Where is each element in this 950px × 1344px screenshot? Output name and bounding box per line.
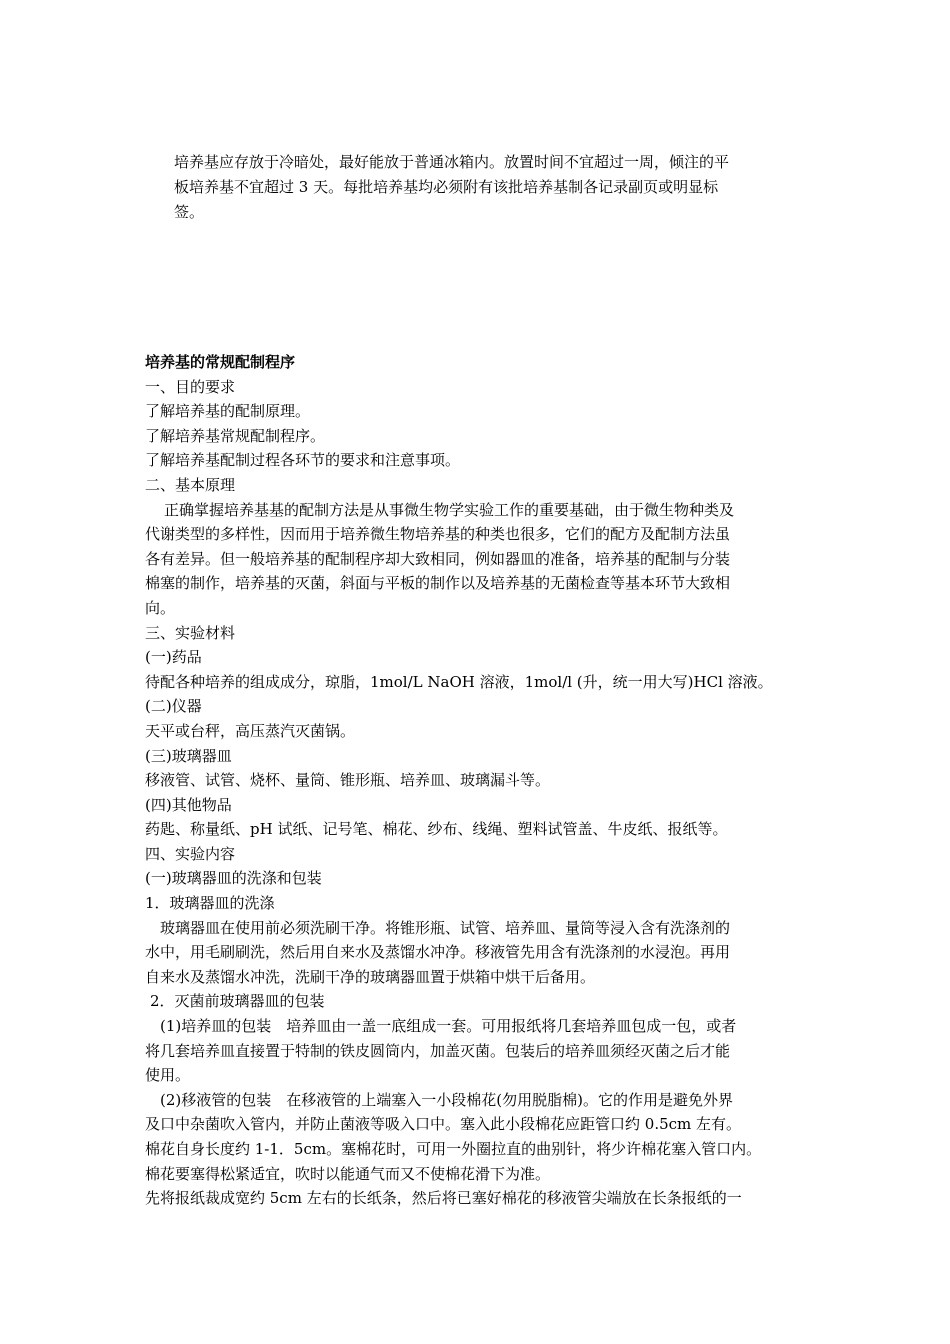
subheading-washing: 1．玻璃器皿的洗涤: [145, 894, 275, 913]
text-line: 各有差异。但一般培养基的配制程序却大致相同，例如器皿的准备，培养基的配制与分装: [145, 549, 731, 568]
text-line: 了解培养基常规配制程序。: [145, 426, 326, 445]
subheading-reagents: (一)药品: [145, 648, 202, 667]
heading-materials: 三、实验材料: [145, 623, 236, 642]
text-line: 了解培养基的配制原理。: [145, 402, 311, 421]
text-line: 棉花自身长度约 1-1．5cm。塞棉花时，可用一外圈拉直的曲别针，将少许棉花塞入管口内。: [145, 1140, 762, 1158]
text-line: 水中，用毛刷刷洗，然后用自来水及蒸馏水冲净。移液管先用含有洗涤剂的水浸泡。再用: [145, 943, 731, 962]
text-line: 棉花要塞得松紧适宜，吹时以能通气而又不使棉花滑下为准。: [145, 1164, 551, 1183]
intro-line: 签。: [174, 203, 205, 221]
intro-line: 培养基应存放于冷暗处，最好能放于普通冰箱内。放置时间不宜超过一周，倾注的平: [174, 153, 730, 171]
subheading-instruments: (二)仪器: [145, 697, 202, 716]
text-line: 正确掌握培养基基的配制方法是从事微生物学实验工作的重要基础，由于微生物种类及: [164, 500, 735, 519]
text-line: 将几套培养皿直接置于特制的铁皮圆筒内，加盖灭菌。包装后的培养皿须经灭菌之后才能: [145, 1041, 731, 1060]
text-line: 代谢类型的多样性，因而用于培养微生物培养基的种类也很多，它们的配方及配制方法虽: [145, 525, 731, 544]
subheading-washing-packing: (一)玻璃器皿的洗涤和包装: [145, 869, 322, 888]
text-line: 移液管、试管、烧杯、量筒、锥形瓶、培养皿、玻璃漏斗等。: [145, 771, 551, 790]
text-line: 药匙、称量纸、pH 试纸、记号笔、棉花、纱布、线绳、塑料试管盖、牛皮纸、报纸等。: [145, 820, 728, 839]
text-line: 自来水及蒸馏水冲洗，洗刷干净的玻璃器皿置于烘箱中烘干后备用。: [145, 967, 596, 986]
heading-principle: 二、基本原理: [145, 475, 236, 494]
section-body: [145, 350, 810, 1211]
heading-objectives: 一、目的要求: [145, 377, 236, 396]
text-line: (1)培养皿的包装 培养皿由一盖一底组成一套。可用报纸将几套培养皿包成一包，或者: [160, 1017, 737, 1036]
text-line: 了解培养基配制过程各环节的要求和注意事项。: [145, 451, 461, 470]
heading-content: 四、实验内容: [145, 844, 236, 863]
intro-paragraph: [174, 150, 804, 225]
text-line: (2)移液管的包装 在移液管的上端塞入一小段棉花(勿用脱脂棉)。它的作用是避免外界: [160, 1090, 733, 1109]
subheading-glassware: (三)玻璃器皿: [145, 746, 232, 765]
text-line: 玻璃器皿在使用前必须洗刷干净。将锥形瓶、试管、培养皿、量筒等浸入含有洗涤剂的: [160, 918, 731, 937]
text-line: 先将报纸裁成宽约 5cm 左右的长纸条，然后将已塞好棉花的移液管尖端放在长条报纸的一: [145, 1189, 742, 1208]
intro-line: 板培养基不宜超过 3 天。每批培养基均必须附有该批培养基制各记录副页或明显标: [174, 178, 719, 196]
subheading-other-items: (四)其他物品: [145, 795, 232, 814]
text-line: 使用。: [145, 1066, 191, 1085]
section-title: 培养基的常规配制程序: [145, 353, 296, 371]
text-line: 及口中杂菌吹入管内，并防止菌液等吸入口中。塞入此小段棉花应距管口约 0.5cm 左有。: [145, 1115, 742, 1134]
text-line: 向。: [145, 598, 176, 617]
subheading-packing: 2．灭菌前玻璃器皿的包装: [150, 992, 325, 1011]
text-line: 待配各种培养的组成成分，琼脂，1mol/L NaOH 溶液，1mol/l (升，统一用大写)HCl 溶液。: [145, 672, 773, 691]
text-line: 天平或台秤，高压蒸汽灭菌锅。: [145, 721, 356, 740]
text-line: 棉塞的制作，培养基的灭菌，斜面与平板的制作以及培养基的无菌检查等基本环节大致相: [145, 574, 731, 593]
